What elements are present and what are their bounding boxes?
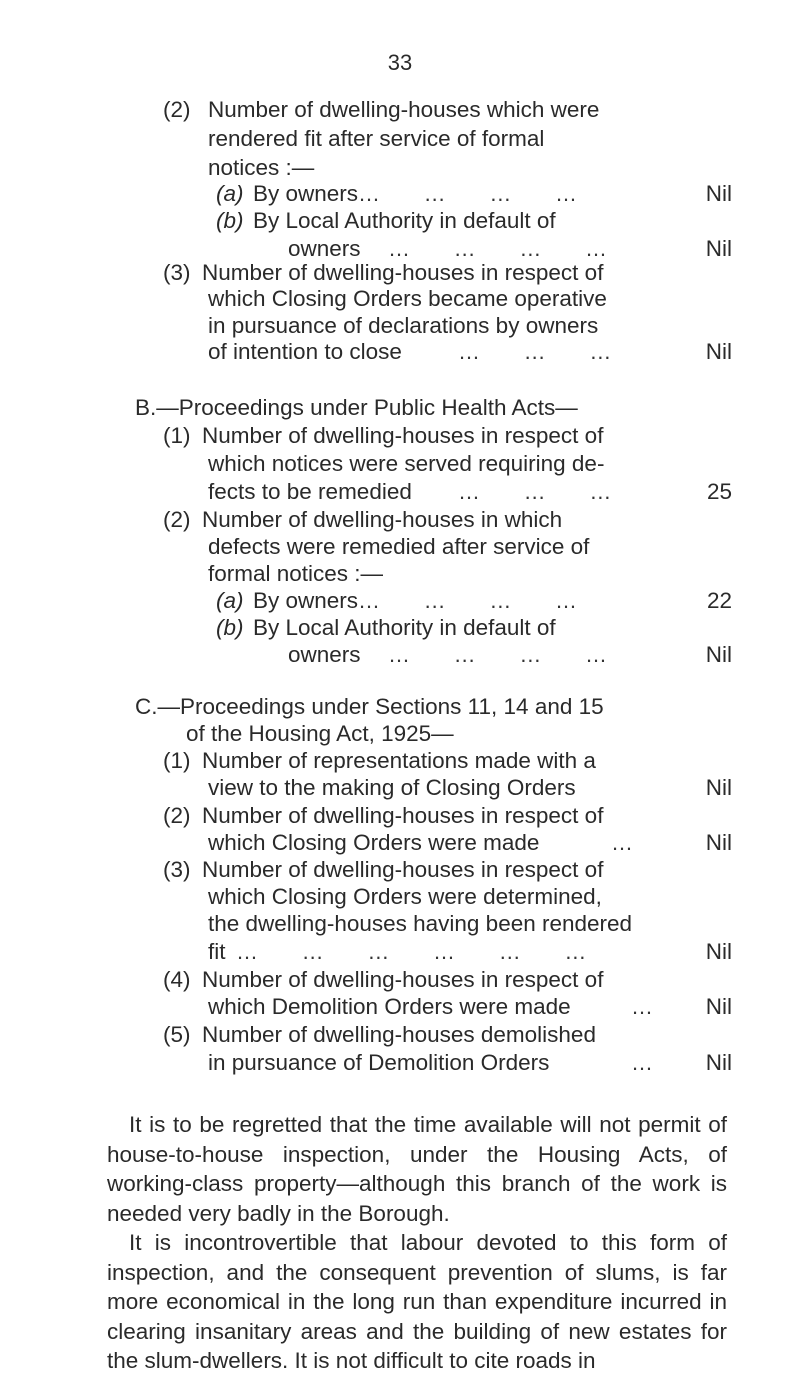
body-paragraph: It is to be regretted that the time available will not permit of house-to-house inspection, under the Housing Acts, of working-class property—although this branch of the work is needed very badly in the Borough.	[107, 1112, 727, 1226]
section-heading: C.—Proceedings under Sections 11, 14 and 15	[135, 694, 604, 719]
value-nil: Nil	[705, 339, 732, 364]
item-text-line: Number of dwelling-houses demolished	[202, 1022, 596, 1047]
leader-dots: …	[631, 1050, 654, 1075]
item-text-line: Number of dwelling-houses in respect of	[202, 803, 604, 828]
item-number: (1)	[163, 423, 191, 448]
item-text-line: fects to be remedied	[208, 479, 412, 504]
item-text-line: which Closing Orders became operative	[208, 286, 607, 311]
item-text-line: Number of dwelling-houses in respect of	[202, 260, 604, 285]
sub-item-text: By Local Authority in default of	[253, 208, 556, 233]
sub-item-label: (b)	[216, 208, 244, 233]
item-number: (2)	[163, 507, 191, 532]
item-text-line: of intention to close	[208, 339, 402, 364]
leader-dots: … … … …	[358, 181, 579, 206]
value-nil: Nil	[705, 236, 732, 261]
value-count: 25	[706, 479, 732, 504]
leader-dots: …	[631, 994, 654, 1019]
value-nil: Nil	[705, 642, 732, 667]
value-nil: Nil	[705, 939, 732, 964]
item-text-line: Number of representations made with a	[202, 748, 596, 773]
item-number: (2)	[163, 803, 191, 828]
item-text-line: Number of dwelling-houses in which	[202, 507, 563, 532]
sub-item-text: owners	[288, 642, 361, 667]
item-number: (5)	[163, 1022, 191, 1047]
leader-dots: … … … …	[388, 642, 609, 667]
item-number: (1)	[163, 748, 191, 773]
item-text-line: in pursuance of declarations by owners	[208, 313, 599, 338]
sub-item-text: By owners	[253, 181, 359, 206]
item-text-line: the dwelling-houses having been rendered	[208, 911, 633, 936]
sub-item-label: (a)	[216, 181, 244, 206]
section-heading-cont: of the Housing Act, 1925—	[186, 721, 454, 746]
value-nil: Nil	[705, 1050, 732, 1075]
item-text-line: fit	[208, 939, 226, 964]
item-number: (3)	[163, 260, 191, 285]
item-text-line: which Demolition Orders were made	[208, 994, 571, 1019]
leader-dots: … … …	[458, 339, 613, 364]
item-text-line: Number of dwelling-houses which were	[208, 97, 600, 122]
item-text-line: formal notices :—	[208, 561, 384, 586]
leader-dots: … … … … … …	[236, 939, 588, 964]
sub-item-label: (a)	[216, 588, 244, 613]
value-nil: Nil	[705, 830, 732, 855]
item-number: (4)	[163, 967, 191, 992]
item-text-line: defects were remedied after service of	[208, 534, 590, 559]
item-text-line: view to the making of Closing Orders	[208, 775, 576, 800]
leader-dots: … … … …	[388, 236, 609, 261]
item-text-line: notices :—	[208, 155, 315, 180]
body-paragraph: It is incontrovertible that labour devoted to this form of inspection, and the consequent prevention of slums, is far more economical in the long run than expenditure incurred in clearing insanitary areas and the building of new estates for the slum-dwellers. It is not difficult to cite roads in	[107, 1230, 727, 1373]
sub-item-text: By Local Authority in default of	[253, 615, 556, 640]
value-count: 22	[706, 588, 732, 613]
item-text-line: in pursuance of Demolition Orders	[208, 1050, 550, 1075]
item-text-line: Number of dwelling-houses in respect of	[202, 423, 604, 448]
value-nil: Nil	[705, 775, 732, 800]
section-heading: B.—Proceedings under Public Health Acts—	[135, 395, 578, 420]
leader-dots: …	[611, 830, 634, 855]
value-nil: Nil	[705, 994, 732, 1019]
item-text-line: rendered fit after service of formal	[208, 126, 545, 151]
item-text-line: which notices were served requiring de-	[208, 451, 605, 476]
item-text-line: Number of dwelling-houses in respect of	[202, 967, 604, 992]
item-text-line: Number of dwelling-houses in respect of	[202, 857, 604, 882]
value-nil: Nil	[705, 181, 732, 206]
item-number: (2)	[163, 97, 191, 122]
leader-dots: … … …	[458, 479, 613, 504]
leader-dots: … … … …	[358, 588, 579, 613]
item-text-line: which Closing Orders were made	[208, 830, 540, 855]
item-number: (3)	[163, 857, 191, 882]
sub-item-label: (b)	[216, 615, 244, 640]
item-text-line: which Closing Orders were determined,	[208, 884, 602, 909]
sub-item-text: By owners	[253, 588, 359, 613]
page-number: 33	[387, 50, 413, 75]
sub-item-text: owners	[288, 236, 361, 261]
